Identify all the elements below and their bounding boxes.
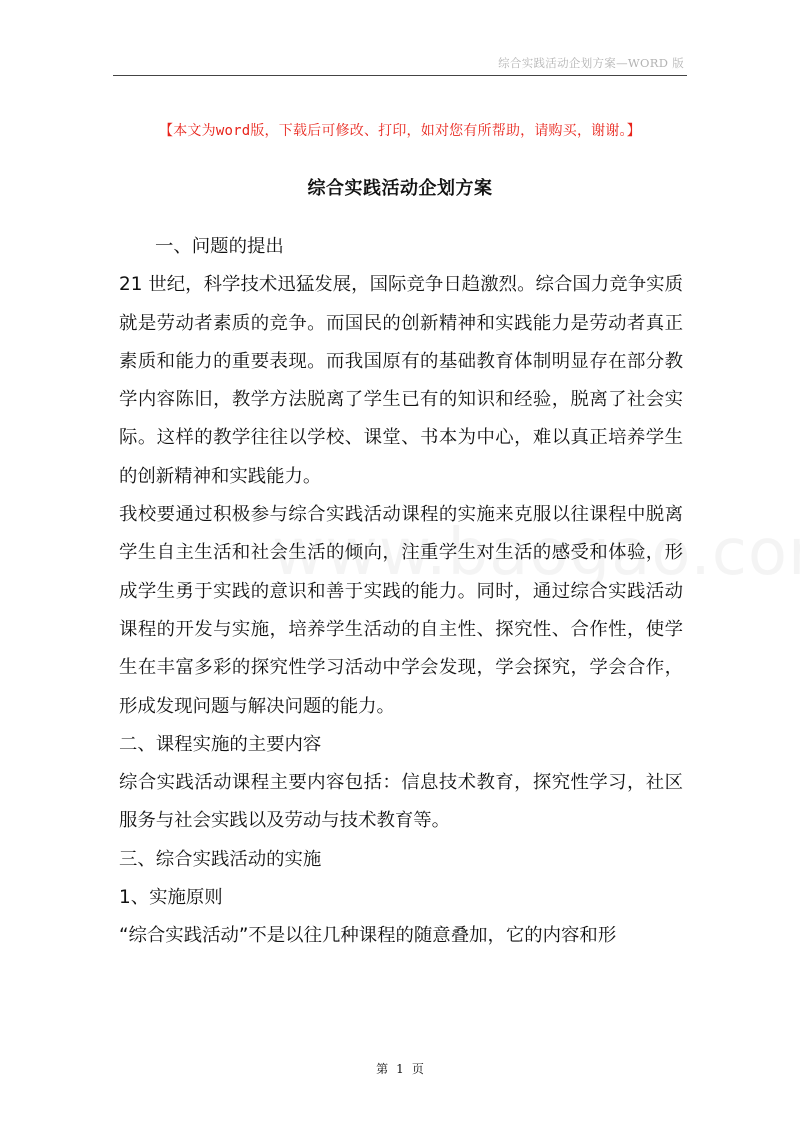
purchase-notice: 【本文为word版，下载后可修改、打印，如对您有所帮助，请购买，谢谢。】	[159, 123, 641, 139]
page-number: 1	[396, 1062, 404, 1076]
document-body	[119, 228, 683, 956]
header-divider	[113, 75, 687, 76]
page-footer	[0, 1060, 800, 1077]
subheading-principles: 1、实施原则	[119, 887, 223, 909]
section-heading-3: 三、综合实践活动的实施	[119, 848, 322, 870]
paragraph-principles: “综合实践活动”不是以往几种课程的随意叠加，它的内容和形	[119, 925, 617, 947]
section-heading-2: 二、课程实施的主要内容	[119, 733, 322, 755]
footer-suffix: 页	[411, 1062, 424, 1076]
paragraph-background: 21 世纪，科学技术迅猛发展，国际竞争日趋激烈。综合国力竞争实质就是劳动者素质的竞争。而国民的创新精神和实践能力是劳动者真正素质和能力的重要表现。而我国原有的基础教育体制明显存在部分教学内容陈旧，教学方法脱离了学生已有的知识和经验，脱离了社会实际。这样的教学往往以学校、课堂、书本为中心，难以真正培养学生的创新精神和实践能力。	[119, 274, 683, 487]
paragraph-goals: 我校要通过积极参与综合实践活动课程的实施来克服以往课程中脱离学生自主生活和社会生活的倾向，注重学生对生活的感受和体验，形成学生勇于实践的意识和善于实践的能力。同时，通过综合实践活动课程的开发与实施，培养学生活动的自主性、探究性、合作性，使学生在丰富多彩的探究性学习活动中学会发现，学会探究，学会合作，形成发现问题与解决问题的能力。	[119, 504, 683, 717]
section-heading-1: 一、问题的提出	[155, 236, 284, 257]
footer-prefix: 第	[376, 1062, 389, 1076]
paragraph-content: 综合实践活动课程主要内容包括：信息技术教育，探究性学习，社区服务与社会实践以及劳动与技术教育等。	[119, 772, 683, 832]
document-title: 综合实践活动企划方案	[307, 178, 493, 199]
running-header: 综合实践活动企划方案—WORD 版	[498, 56, 684, 70]
